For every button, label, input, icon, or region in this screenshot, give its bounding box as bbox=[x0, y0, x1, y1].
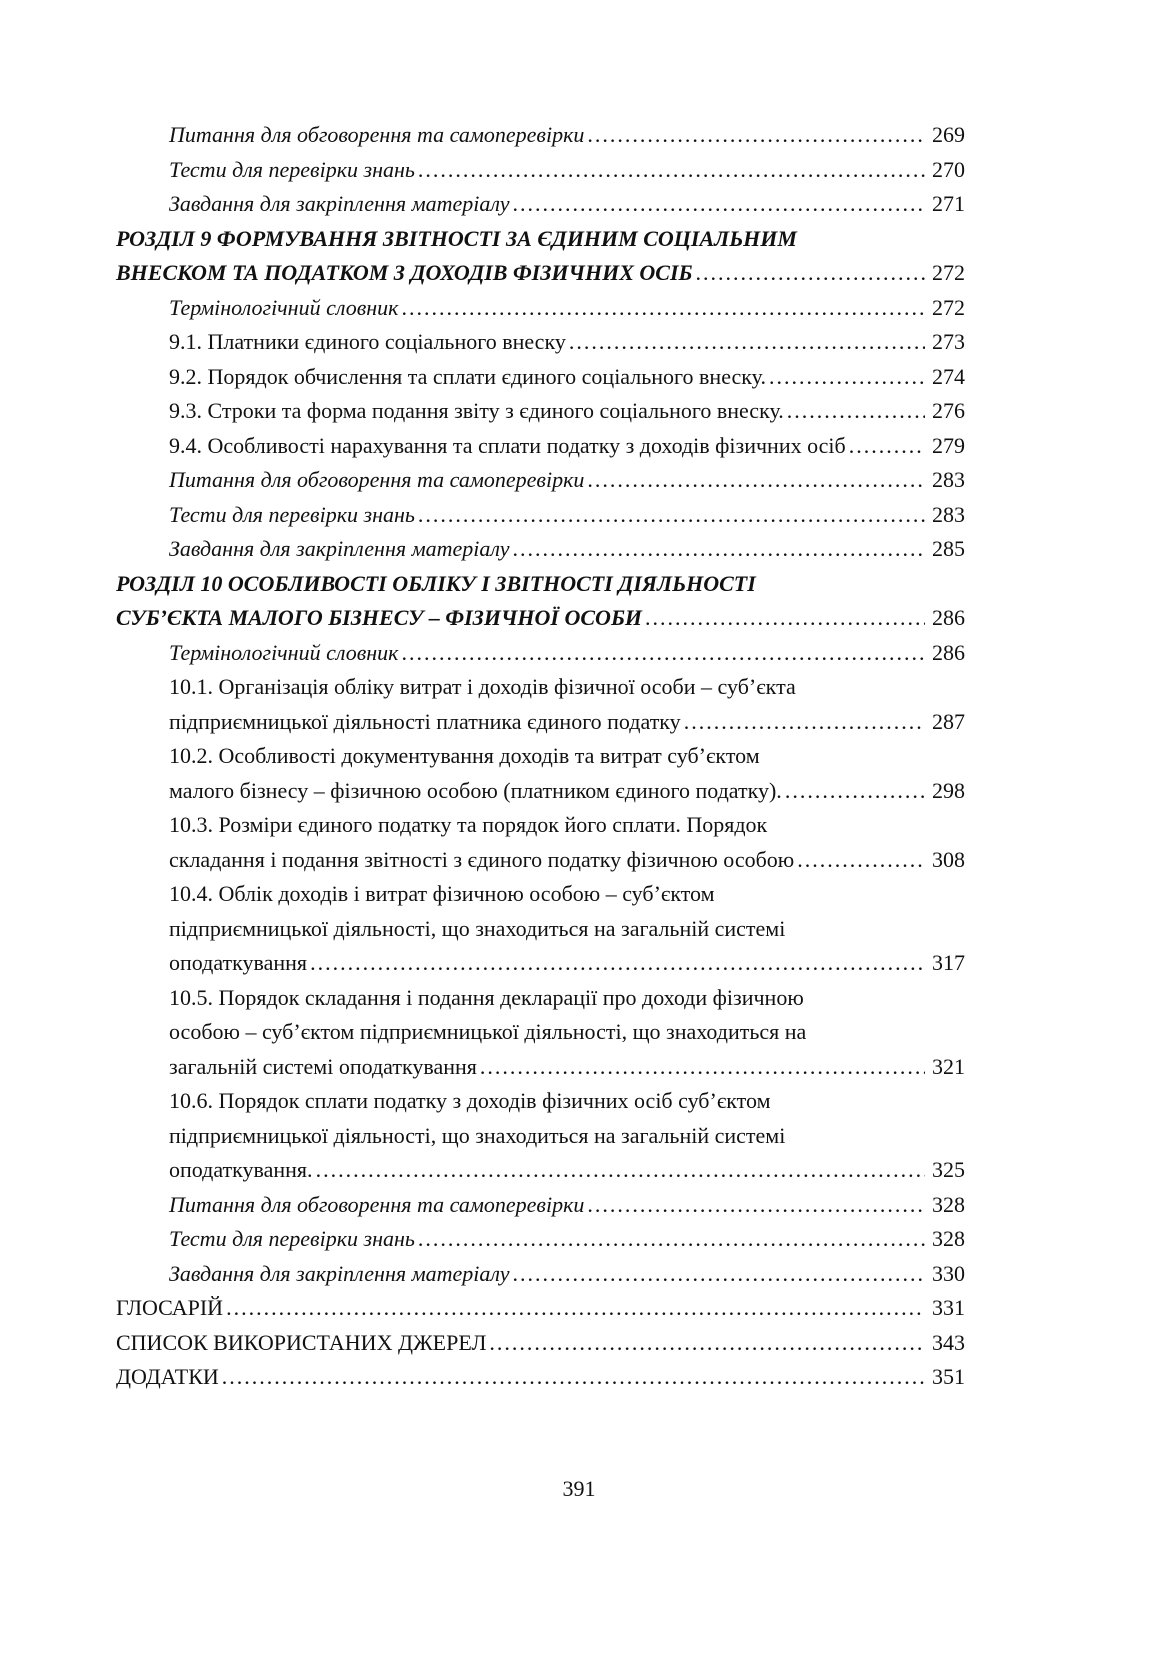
toc-entry-page: 286 bbox=[932, 639, 965, 665]
toc-entry-text: складання і подання звітності з єдиного податку фізичною особою bbox=[169, 846, 795, 872]
toc-entry bbox=[116, 1326, 965, 1361]
toc-entry bbox=[116, 1084, 965, 1188]
toc-entry-page: 330 bbox=[932, 1260, 965, 1286]
dot-leader bbox=[587, 1188, 925, 1223]
toc-entry bbox=[116, 532, 965, 567]
toc-entry-text: 10.2. Особливості документування доходів та витрат суб’єктом bbox=[169, 743, 760, 768]
toc-entry-text: 9.3. Строки та форма подання звіту з єдиного соціального внеску. bbox=[169, 398, 784, 423]
toc-entry-page: 321 bbox=[932, 1053, 965, 1079]
toc-entry bbox=[116, 877, 965, 981]
toc-entry-text: підприємницької діяльності платника єдиного податку bbox=[169, 708, 681, 734]
toc-entry-text: підприємницької діяльності, що знаходиться на загальній системі bbox=[169, 1122, 786, 1148]
toc-entry bbox=[116, 325, 965, 360]
toc-entry-page: 272 bbox=[932, 260, 965, 285]
toc-entry-text: оподаткування. bbox=[169, 1157, 313, 1182]
toc-entry-page: 283 bbox=[932, 467, 965, 492]
toc-entry-text: 9.2. Порядок обчислення та сплати єдиного соціального внеску. bbox=[169, 363, 766, 389]
dot-leader bbox=[418, 153, 925, 188]
toc-entry-page: 328 bbox=[932, 1191, 965, 1217]
toc-entry-text: оподаткування bbox=[169, 950, 308, 975]
dot-leader bbox=[418, 1222, 925, 1257]
dot-leader bbox=[587, 463, 925, 498]
toc-entry bbox=[116, 187, 965, 222]
toc-entry-text: Питання для обговорення та самоперевірки bbox=[169, 122, 585, 147]
dot-leader bbox=[787, 394, 925, 429]
toc-entry-page: 269 bbox=[932, 122, 965, 147]
toc-entry-page: 286 bbox=[932, 605, 965, 630]
dot-leader bbox=[512, 532, 925, 567]
toc-entry-page: 331 bbox=[932, 1295, 965, 1320]
toc-entry-text: ДОДАТКИ bbox=[116, 1364, 219, 1389]
toc-entry bbox=[116, 498, 965, 533]
toc-entry-text: особою – суб’єктом підприємницької діяльності, що знаходиться на bbox=[169, 1019, 807, 1044]
toc-entry-text: ВНЕСКОМ ТА ПОДАТКОМ З ДОХОДІВ ФІЗИЧНИХ ОСІБ bbox=[116, 260, 693, 285]
dot-leader bbox=[418, 498, 925, 533]
dot-leader bbox=[569, 325, 925, 360]
dot-leader bbox=[645, 601, 925, 636]
toc-entry-text: малого бізнесу – фізичною особою (платником єдиного податку). bbox=[169, 777, 782, 803]
dot-leader bbox=[512, 1257, 925, 1292]
toc-entry-text: 10.5. Порядок складання і подання декларації про доходи фізичною bbox=[169, 984, 804, 1010]
toc-entry bbox=[116, 1222, 965, 1257]
dot-leader bbox=[226, 1291, 925, 1326]
toc-entry bbox=[116, 567, 965, 636]
toc-entry-page: 285 bbox=[932, 536, 965, 561]
toc-entry-page: 298 bbox=[932, 777, 965, 803]
toc-entry-page: 325 bbox=[932, 1157, 965, 1182]
toc-entry-text: 10.4. Облік доходів і витрат фізичною особою – суб’єктом bbox=[169, 881, 715, 906]
toc-entry bbox=[116, 670, 965, 739]
dot-leader bbox=[769, 360, 925, 395]
toc-entry-page: 276 bbox=[932, 398, 965, 423]
toc-entry bbox=[116, 291, 965, 326]
dot-leader bbox=[587, 118, 925, 153]
toc-entry-page: 287 bbox=[932, 708, 965, 734]
dot-leader bbox=[797, 843, 925, 878]
toc-entry-text: загальній системі оподаткування bbox=[169, 1053, 477, 1079]
toc-entry bbox=[116, 981, 965, 1085]
dot-leader bbox=[489, 1326, 925, 1361]
table-of-contents bbox=[116, 118, 965, 1395]
toc-entry-page: 274 bbox=[932, 363, 965, 389]
toc-entry-text: Термінологічний словник bbox=[169, 294, 399, 320]
toc-entry-text: Питання для обговорення та самоперевірки bbox=[169, 1191, 585, 1217]
toc-entry-text: Питання для обговорення та самоперевірки bbox=[169, 467, 585, 492]
toc-entry-page: 317 bbox=[932, 950, 965, 975]
toc-entry-page: 271 bbox=[932, 191, 965, 216]
dot-leader bbox=[512, 187, 925, 222]
dot-leader bbox=[696, 256, 926, 291]
toc-entry-text: 10.6. Порядок сплати податку з доходів фізичних осіб суб’єктом bbox=[169, 1088, 771, 1113]
toc-entry-text: РОЗДІЛ 10 ОСОБЛИВОСТІ ОБЛІКУ І ЗВІТНОСТІ ДІЯЛЬНОСТІ bbox=[116, 570, 756, 596]
toc-entry-page: 328 bbox=[932, 1226, 965, 1251]
toc-entry bbox=[116, 429, 965, 464]
toc-entry bbox=[116, 153, 965, 188]
dot-leader bbox=[849, 429, 925, 464]
toc-entry-text: СПИСОК ВИКОРИСТАНИХ ДЖЕРЕЛ bbox=[116, 1329, 487, 1355]
dot-leader bbox=[480, 1050, 925, 1085]
toc-entry-text: СУБ’ЄКТА МАЛОГО БІЗНЕСУ – ФІЗИЧНОЇ ОСОБИ bbox=[116, 605, 643, 630]
toc-entry-page: 270 bbox=[932, 156, 965, 182]
toc-entry-text: Термінологічний словник bbox=[169, 639, 399, 665]
toc-entry-text: Тести для перевірки знань bbox=[169, 1226, 415, 1251]
toc-entry-text: 9.1. Платники єдиного соціального внеску bbox=[169, 329, 566, 354]
toc-entry bbox=[116, 360, 965, 395]
toc-entry-page: 343 bbox=[932, 1329, 965, 1355]
toc-entry-page: 273 bbox=[932, 329, 965, 354]
dot-leader bbox=[401, 291, 925, 326]
toc-entry bbox=[116, 1257, 965, 1292]
dot-leader bbox=[684, 705, 925, 740]
toc-entry bbox=[116, 1291, 965, 1326]
toc-entry bbox=[116, 118, 965, 153]
toc-entry bbox=[116, 463, 965, 498]
dot-leader bbox=[785, 774, 925, 809]
toc-entry-text: ГЛОСАРІЙ bbox=[116, 1295, 224, 1320]
toc-entry-text: Тести для перевірки знань bbox=[169, 501, 415, 527]
toc-entry-text: 10.1. Організація обліку витрат і доходів фізичної особи – суб’єкта bbox=[169, 674, 796, 699]
toc-entry bbox=[116, 636, 965, 671]
toc-entry-text: Тести для перевірки знань bbox=[169, 156, 415, 182]
toc-entry-text: 9.4. Особливості нарахування та сплати податку з доходів фізичних осіб bbox=[169, 432, 846, 458]
toc-entry-page: 351 bbox=[932, 1364, 965, 1389]
toc-entry-text: підприємницької діяльності, що знаходиться на загальній системі bbox=[169, 915, 786, 941]
toc-entry bbox=[116, 1188, 965, 1223]
dot-leader bbox=[310, 946, 925, 981]
toc-entry-text: Завдання для закріплення матеріалу bbox=[169, 1260, 510, 1286]
dot-leader bbox=[401, 636, 925, 671]
toc-entry bbox=[116, 808, 965, 877]
toc-entry-page: 279 bbox=[932, 432, 965, 458]
dot-leader bbox=[222, 1360, 925, 1395]
toc-entry bbox=[116, 222, 965, 291]
toc-entry-text: 10.3. Розміри єдиного податку та порядок його сплати. Порядок bbox=[169, 812, 768, 837]
page-number: 391 bbox=[562, 1476, 596, 1501]
toc-entry-page: 272 bbox=[932, 294, 965, 320]
toc-entry-text: РОЗДІЛ 9 ФОРМУВАННЯ ЗВІТНОСТІ ЗА ЄДИНИМ СОЦІАЛЬНИМ bbox=[116, 225, 797, 251]
toc-entry-text: Завдання для закріплення матеріалу bbox=[169, 191, 510, 216]
toc-entry-page: 283 bbox=[932, 501, 965, 527]
toc-entry-page: 308 bbox=[932, 846, 965, 872]
toc-entry bbox=[116, 394, 965, 429]
toc-entry bbox=[116, 739, 965, 808]
dot-leader bbox=[316, 1153, 925, 1188]
toc-entry bbox=[116, 1360, 965, 1395]
toc-entry-text: Завдання для закріплення матеріалу bbox=[169, 536, 510, 561]
